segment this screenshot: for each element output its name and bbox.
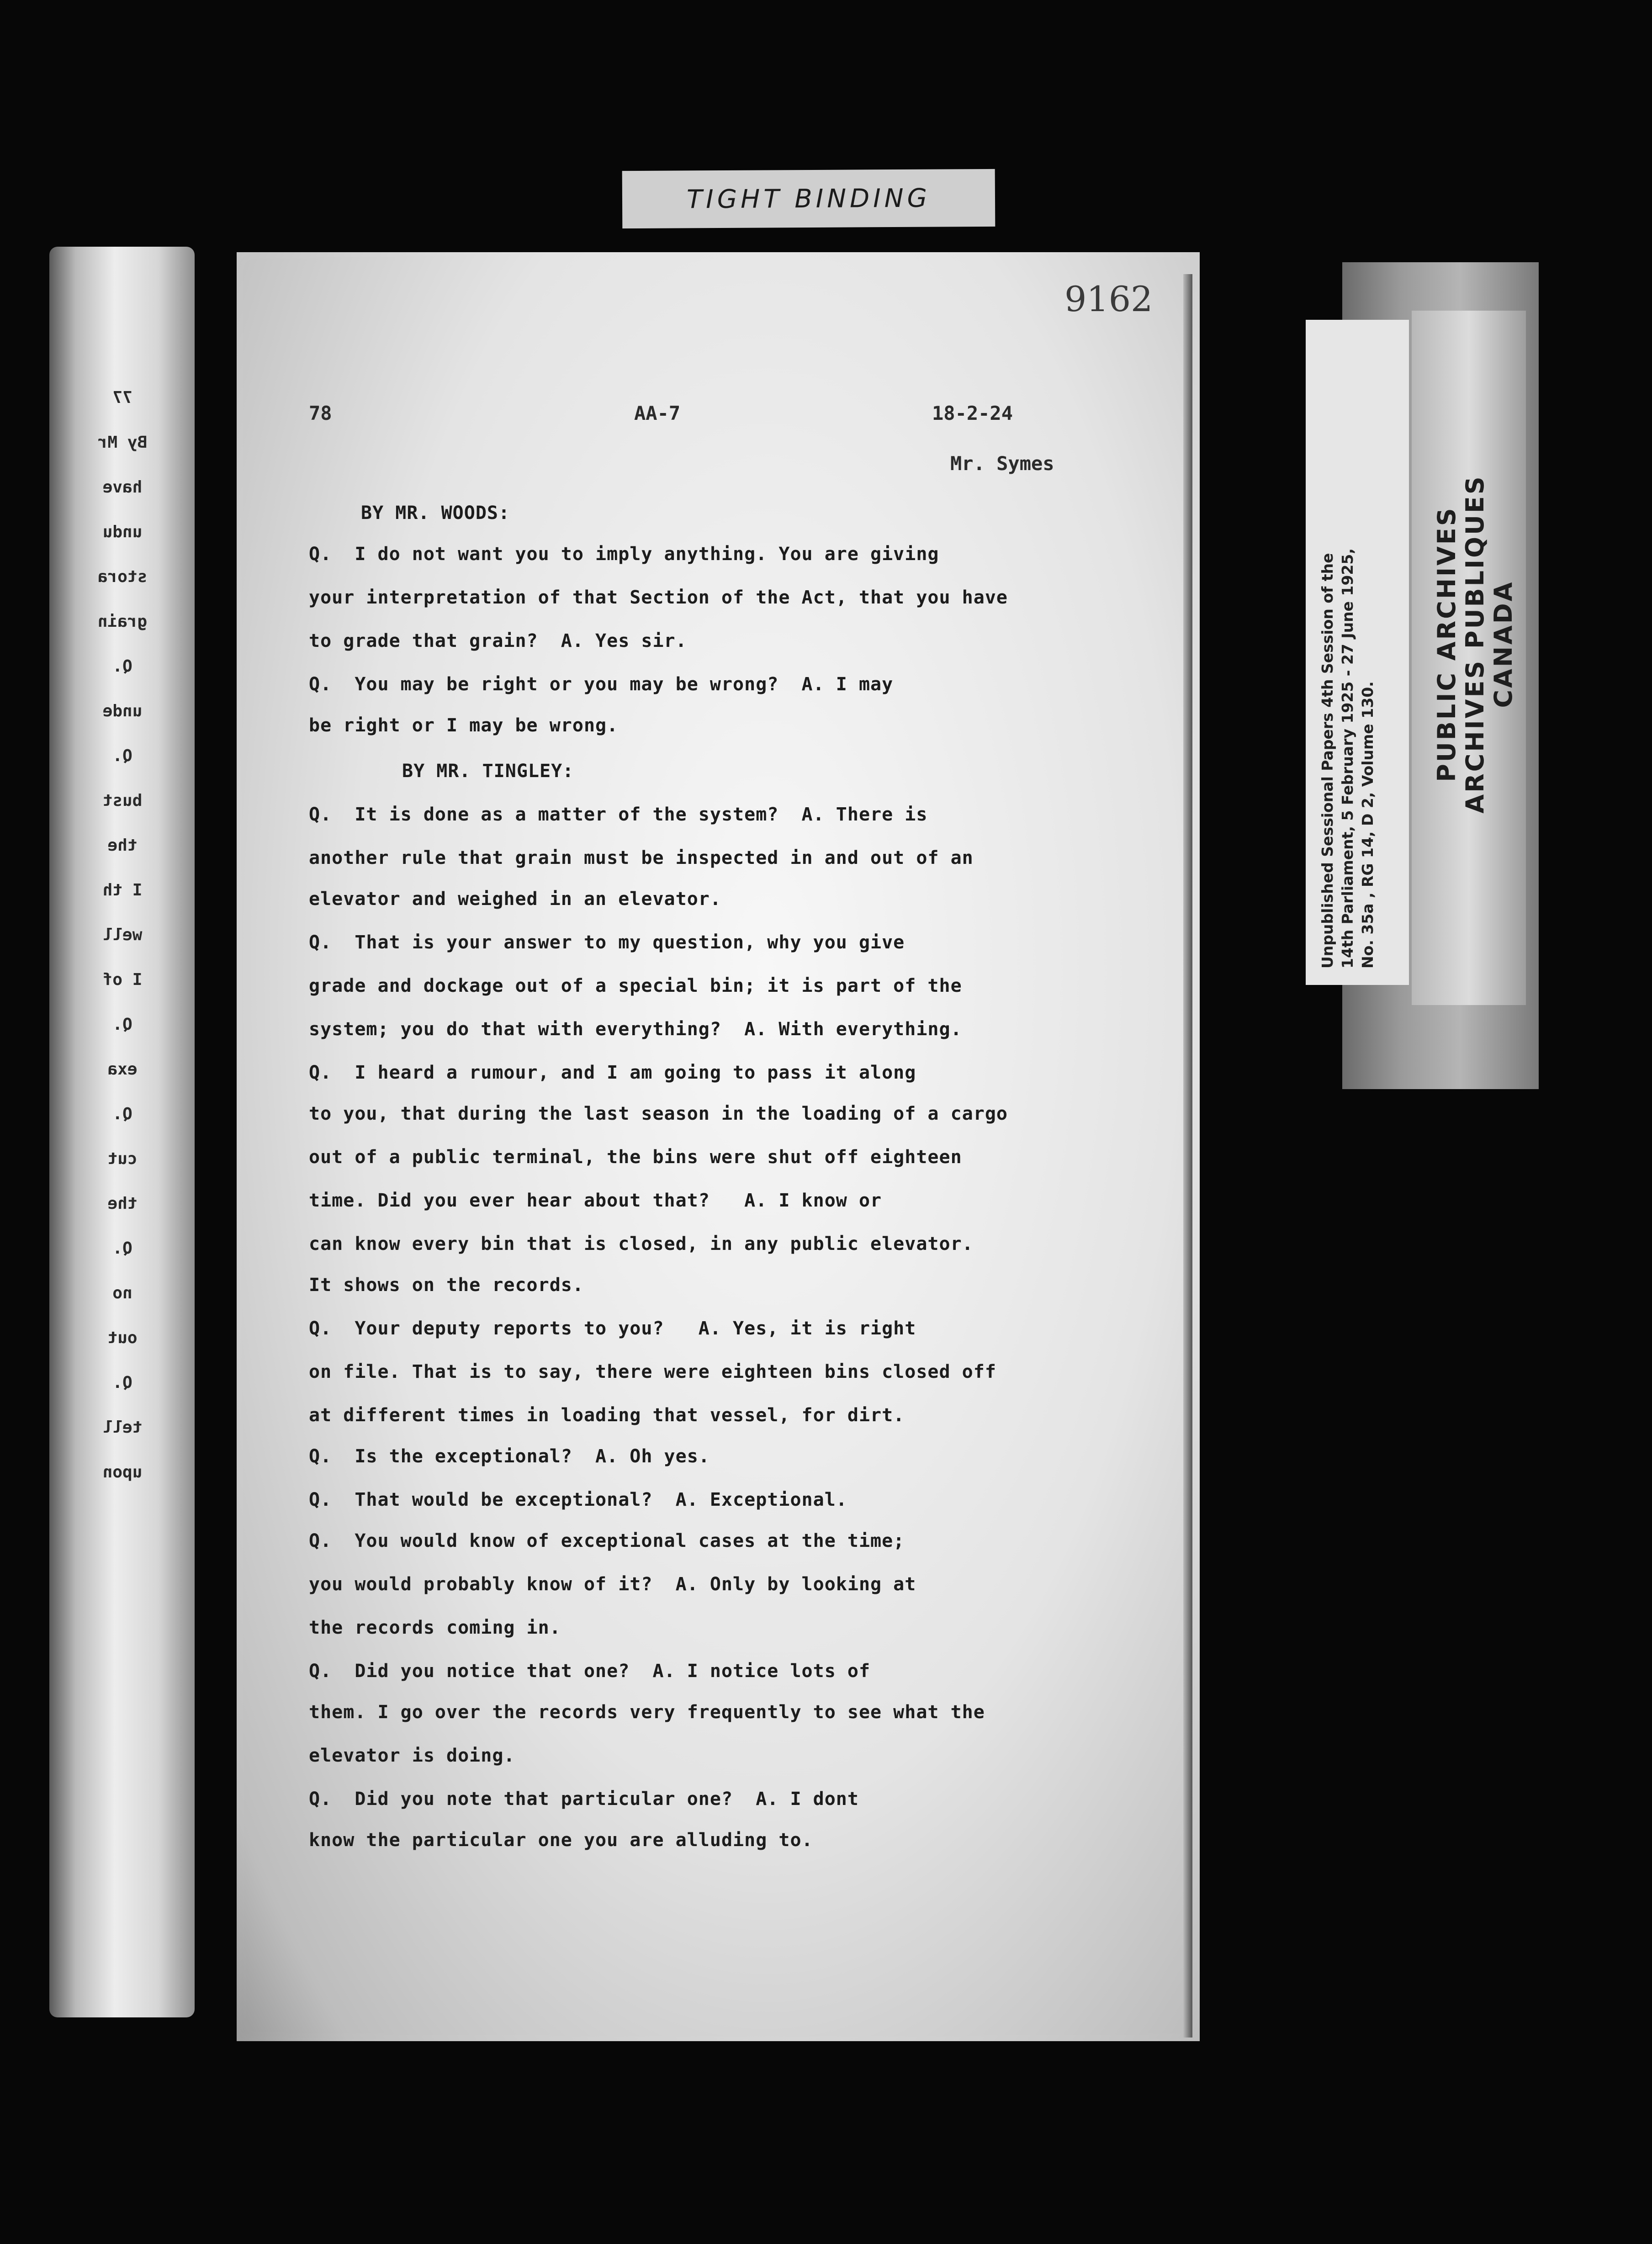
stamp-line: CANADA [1489,580,1518,708]
transcript-line: out of a public terminal, the bins were shut off eighteen [309,1147,962,1168]
transcript-line: Q. Did you note that particular one? A. I dont [309,1789,859,1810]
spine-fragment: upon [102,1463,143,1482]
spine-fragment: 77 [112,388,132,407]
archive-citation-line: No. 35a , RG 14, D 2, Volume 130. [1359,681,1377,969]
page-number: 9162 [1064,279,1153,319]
transcript-line: Q. I do not want you to imply anything. You are giving [309,544,939,565]
header-section: AA-7 [634,402,681,424]
transcript-line: BY MR. WOODS: [361,503,510,524]
spine-fragment: the [107,836,138,855]
spine-fragment: By Mr [97,433,148,452]
transcript-line: to you, that during the last season in the loading of a cargo [309,1103,1008,1124]
spine-fragment: grain [97,612,148,631]
transcript-line: be right or I may be wrong. [309,715,619,736]
spine-fragment: out [107,1328,138,1347]
spine-fragment: exa [107,1060,138,1079]
archive-citation-line: 14th Parliament, 5 February 1925 - 27 June 1925, [1339,548,1356,969]
spine-fragment: Q. [112,1015,132,1034]
transcript-line: another rule that grain must be inspected in and out of an [309,847,974,868]
spine-fragment: no [112,1284,132,1302]
spine-fragment: cut [107,1149,138,1168]
spine-fragment: Q. [112,1105,132,1123]
transcript-line: at different times in loading that vessel, for dirt. [309,1405,905,1426]
transcript-line: elevator and weighed in an elevator. [309,889,721,910]
page-edge [1183,274,1192,2038]
transcript-line: Q. I heard a rumour, and I am going to pass it along [309,1062,916,1083]
transcript-line: you would probably know of it? A. Only by looking at [309,1574,916,1595]
transcript-line: Q. Did you notice that one? A. I notice lots of [309,1661,871,1682]
spine-fragment: Q. [112,657,132,676]
transcript-line: Q. You may be right or you may be wrong? A. I may [309,674,894,695]
transcript-line: It shows on the records. [309,1275,584,1296]
spine-fragment: I of [102,970,143,989]
spine-fragment: Q. [112,746,132,765]
transcript-line: on file. That is to say, there were eighteen bins closed off [309,1361,996,1382]
public-archives-stamp [1412,311,1526,1005]
spine-fragment: well [102,926,143,944]
archive-citation-text [1318,338,1378,969]
transcript-line: them. I go over the records very frequently to see what the [309,1702,985,1723]
spine-fragment: undu [102,523,143,541]
transcript-line: time. Did you ever hear about that? A. I know or [309,1190,882,1211]
spine-fragment: the [107,1194,138,1213]
transcript-line: can know every bin that is closed, in any public elevator. [309,1233,974,1254]
transcript-line: grade and dockage out of a special bin; it is part of the [309,975,962,996]
transcript-line: your interpretation of that Section of the Act, that you have [309,587,1008,608]
transcript-line: the records coming in. [309,1617,561,1638]
spine-fragment: Q. [112,1239,132,1258]
transcript-line: Q. You would know of exceptional cases at the time; [309,1530,905,1551]
header-page-ref: 78 [309,402,332,424]
stamp-line: ARCHIVES PUBLIQUES [1461,475,1489,814]
spine-fragment: stora [97,567,148,586]
tight-binding-slip: TIGHT BINDING [622,169,995,228]
transcript-line: Q. That is your answer to my question, why you give [309,932,905,953]
spine-fragment: Q. [112,1373,132,1392]
spine-fragment: have [102,478,143,497]
archive-citation-line: Unpublished Sessional Papers 4th Session of the [1318,553,1336,969]
transcript-line: know the particular one you are alluding to. [309,1830,813,1851]
transcript-line: Q. Is the exceptional? A. Oh yes. [309,1446,710,1467]
public-archives-stamp-text [1433,370,1518,918]
spine-fragment: I th [102,881,143,900]
transcript-line: elevator is doing. [309,1745,515,1766]
spine-fragment: unde [102,702,143,720]
transcript-line: Q. Your deputy reports to you? A. Yes, it is right [309,1318,916,1339]
header-date: 18-2-24 [932,402,1013,424]
transcript-line: BY MR. TINGLEY: [402,761,574,782]
left-spine-page [49,247,195,2017]
spine-fragment: bust [102,791,143,810]
stamp-line: PUBLIC ARCHIVES [1432,506,1461,782]
spine-fragment: tell [102,1418,143,1437]
header-speaker: Mr. Symes [950,452,1054,475]
transcript-line: Q. It is done as a matter of the system? A. There is [309,804,928,825]
transcript-line: Q. That would be exceptional? A. Exceptional. [309,1489,847,1510]
archive-citation-label [1306,320,1409,985]
transcript-line: to grade that grain? A. Yes sir. [309,630,687,651]
transcript-line: system; you do that with everything? A. With everything. [309,1019,962,1040]
